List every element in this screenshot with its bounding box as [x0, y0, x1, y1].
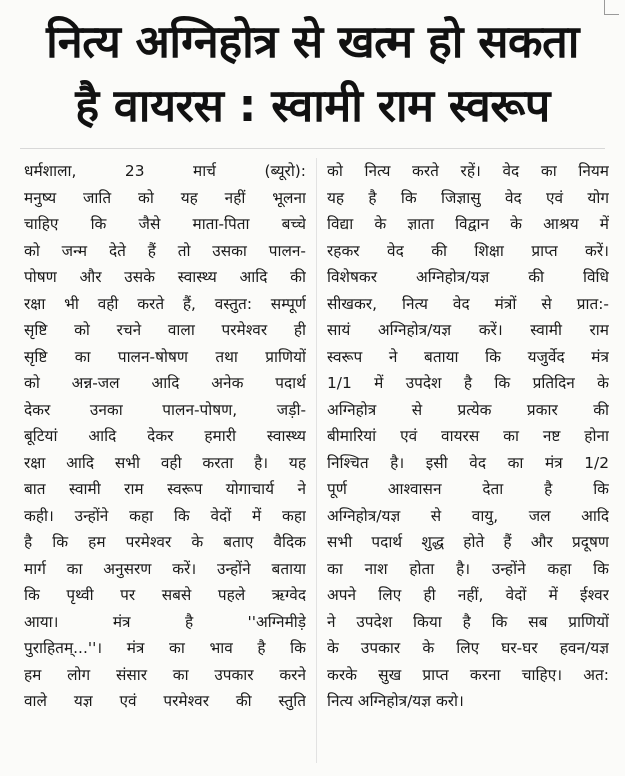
article-line: विशेषकर अग्निहोत्र/यज्ञ की विधि	[327, 268, 609, 286]
article-line: रहकर वेद की शिक्षा प्राप्त करें।	[327, 241, 609, 260]
article-line: रक्षा आदि सभी वही करता है। यह	[24, 453, 306, 472]
article-line: ने उपदेश किया है कि सब प्राणियों	[327, 612, 609, 631]
article-line: चाहिए कि जैसे माता-पिता बच्चे	[24, 215, 306, 233]
article-line: वाले यज्ञ एवं परमेश्वर की स्तुति	[24, 692, 306, 710]
article-line: सृष्टि का पालन-षोषण तथा प्राणियों	[24, 347, 306, 366]
article-line: सायं अग्निहोत्र/यज्ञ करें। स्वामी राम	[327, 321, 609, 339]
article-line: अग्निहोत्र से प्रत्येक प्रकार की	[327, 400, 609, 419]
article-line: मनुष्य जाति को यह नहीं भूलना	[24, 188, 306, 207]
article-line: निश्चित है। इसी वेद का मंत्र 1/2	[327, 453, 609, 472]
article-column-left	[24, 158, 306, 715]
article-line: विद्या के ज्ञाता विद्वान के आश्रय में	[327, 215, 609, 233]
article-line: आया। मंत्र है ''अग्निमीड़े	[24, 612, 306, 631]
headline-line-2: है वायरस : स्वामी राम स्वरूप	[75, 79, 550, 132]
article-line: बात स्वामी राम स्वरूप योगाचार्य ने	[24, 480, 306, 498]
article-line: 1/1 में उपदेश है कि प्रतिदिन के	[327, 374, 609, 392]
article-line: पूर्ण आश्वासन देता है कि	[327, 480, 609, 498]
article-line: हम लोग संसार का उपकार करने	[24, 665, 306, 684]
column-divider	[316, 158, 317, 763]
article-line: सभी पदार्थ शुद्ध होते हैं और प्रदूषण	[327, 533, 609, 551]
article-line: के उपकार के लिए घर-घर हवन/यज्ञ	[327, 639, 609, 657]
article-line: को नित्य करते रहें। वेद का नियम	[327, 162, 609, 180]
article-column-right	[327, 158, 609, 715]
article-line: स्वरूप ने बताया कि यजुर्वेद मंत्र	[327, 347, 609, 366]
article-line: अपने लिए ही नहीं, वेदों में ईश्वर	[327, 586, 609, 604]
article-line: को अन्न-जल आदि अनेक पदार्थ	[24, 374, 306, 392]
article-line: करके सुख प्राप्त करना चाहिए। अत:	[327, 665, 609, 684]
article-line: मार्ग का अनुसरण करें। उन्होंने बताया	[24, 559, 306, 578]
article-line: नित्य अग्निहोत्र/यज्ञ करो।	[327, 692, 464, 710]
article-line: बीमारियां एवं वायरस का नष्ट होना	[327, 427, 609, 445]
article-line: धर्मशाला, 23 मार्च (ब्यूरो):	[24, 162, 306, 180]
article-line: पोषण और उसके स्वास्थ्य आदि की	[24, 268, 306, 286]
article-line: है कि हम परमेश्वर के बताए वैदिक	[24, 533, 306, 551]
article-line: का नाश होता है। उन्होंने कहा कि	[327, 559, 609, 578]
article-line: बूटियां आदि देकर हमारी स्वास्थ्य	[24, 427, 306, 445]
article-line: सृष्टि को रचने वाला परमेश्वर ही	[24, 321, 306, 339]
article-line: रक्षा भी वही करते हैं, वस्तुत: सम्पूर्ण	[24, 294, 306, 313]
article-line: कि पृथ्वी पर सबसे पहले ऋग्वेद	[24, 586, 306, 604]
headline-line-1: नित्य अग्निहोत्र से खत्म हो सकता	[46, 15, 579, 68]
article-line: पुराहितम्...''। मंत्र का भाव है कि	[24, 639, 306, 657]
article-line: कही। उन्होंने कहा कि वेदों में कहा	[24, 506, 306, 525]
crop-mark	[604, 0, 619, 15]
article-line: देकर उनका पालन-पोषण, जड़ी-	[24, 400, 306, 419]
article-line: अग्निहोत्र/यज्ञ से वायु, जल आदि	[327, 506, 609, 525]
headline-divider	[20, 148, 605, 149]
article-line: को जन्म देते हैं तो उसका पालन-	[24, 241, 306, 260]
article-line: सीखकर, नित्य वेद मंत्रों से प्रात:-	[327, 294, 609, 313]
article-line: यह है कि जिज्ञासु वेद एवं योग	[327, 188, 609, 207]
